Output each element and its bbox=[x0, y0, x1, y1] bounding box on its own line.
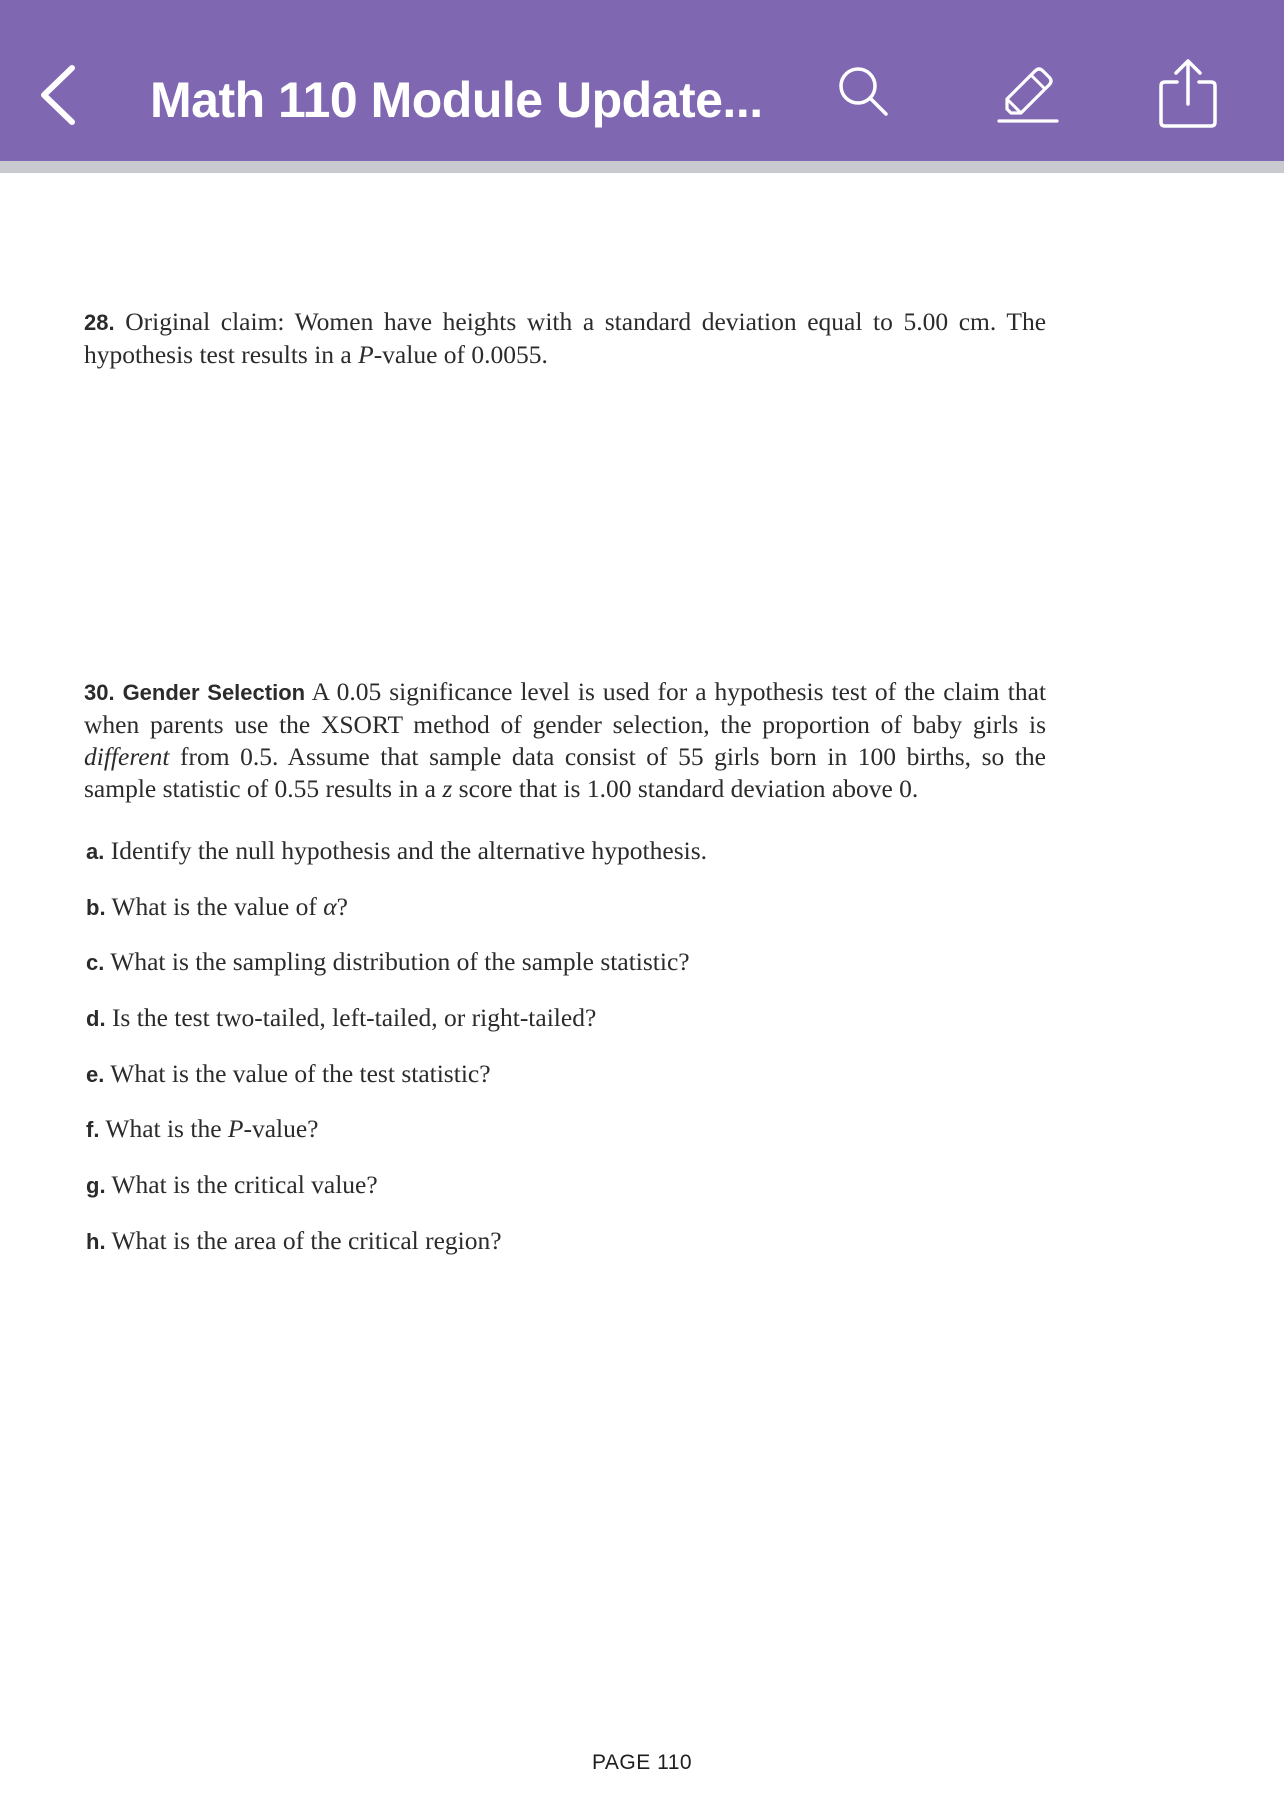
subquestion-c bbox=[86, 946, 690, 979]
search-icon bbox=[834, 62, 894, 122]
back-button[interactable] bbox=[22, 50, 94, 140]
subquestion-label: b. bbox=[86, 895, 106, 920]
top-navigation-bar bbox=[0, 0, 1284, 161]
subquestion-label: a. bbox=[86, 839, 105, 864]
question-heading: Gender Selection bbox=[122, 680, 306, 705]
share-button[interactable] bbox=[1148, 52, 1228, 136]
subquestion-label: f. bbox=[86, 1117, 100, 1142]
subquestion-text: What is the bbox=[105, 1114, 228, 1143]
question-28 bbox=[84, 306, 1046, 371]
alpha-symbol: α bbox=[323, 892, 337, 921]
page-number: PAGE 110 bbox=[591, 1751, 693, 1774]
document-title: Math 110 Module Update... bbox=[150, 72, 763, 128]
pencil-icon bbox=[993, 57, 1063, 127]
document-page[interactable] bbox=[0, 173, 1284, 1813]
subquestion-a bbox=[86, 835, 707, 868]
subquestion-label: g. bbox=[86, 1173, 106, 1198]
subquestion-label: d. bbox=[86, 1006, 106, 1031]
chevron-left-icon bbox=[34, 60, 82, 130]
toolbar-divider bbox=[0, 161, 1284, 173]
question-text-3: score that is 1.00 standard deviation above 0. bbox=[452, 774, 919, 803]
subquestion-text: What is the critical value? bbox=[111, 1170, 378, 1199]
question-text: Original claim: Women have heights with a standard deviation equal to 5.00 cm. The hypothesis test results in a bbox=[84, 307, 1047, 369]
question-text-2: from 0.5. Assume that sample data consist of 55 girls born in 100 births, so the sample statistic of 0.55 results in a bbox=[84, 742, 1046, 803]
subquestion-suffix: -value? bbox=[243, 1114, 319, 1143]
subquestion-text: Is the test two-tailed, left-tailed, or right-tailed? bbox=[111, 1003, 597, 1032]
subquestion-label: h. bbox=[86, 1229, 106, 1254]
subquestion-text: What is the value of the test statistic? bbox=[110, 1059, 491, 1088]
question-text-end: -value of 0.0055. bbox=[373, 340, 548, 369]
question-number: 30. bbox=[84, 680, 115, 705]
p-variable: P bbox=[358, 340, 374, 369]
share-icon bbox=[1155, 56, 1221, 132]
subquestion-text: Identify the null hypothesis and the alternative hypothesis. bbox=[110, 836, 708, 865]
subquestion-g bbox=[86, 1169, 378, 1202]
emphasis-text: different bbox=[84, 742, 170, 771]
z-variable: z bbox=[442, 774, 453, 803]
subquestion-f bbox=[86, 1113, 319, 1146]
p-variable: P bbox=[227, 1114, 244, 1143]
subquestion-label: e. bbox=[86, 1062, 105, 1087]
search-button[interactable] bbox=[828, 56, 900, 128]
subquestion-d bbox=[86, 1002, 596, 1035]
subquestion-e bbox=[86, 1058, 491, 1091]
subquestion-suffix: ? bbox=[336, 892, 348, 921]
subquestion-label: c. bbox=[86, 950, 105, 975]
subquestion-h bbox=[86, 1225, 502, 1258]
subquestion-text: What is the sampling distribution of the sample statistic? bbox=[110, 947, 690, 976]
question-text: A 0.05 significance level is used for a hypothesis test of the claim that when parents use the XSORT method of gender selection, the proportion of baby girls is bbox=[84, 677, 1047, 739]
subquestion-text: What is the value of bbox=[111, 892, 324, 921]
question-30 bbox=[84, 676, 1046, 805]
question-number: 28. bbox=[84, 310, 115, 335]
subquestion-b bbox=[86, 891, 348, 924]
subquestion-text: What is the area of the critical region? bbox=[111, 1226, 502, 1255]
annotate-button[interactable] bbox=[986, 52, 1070, 132]
